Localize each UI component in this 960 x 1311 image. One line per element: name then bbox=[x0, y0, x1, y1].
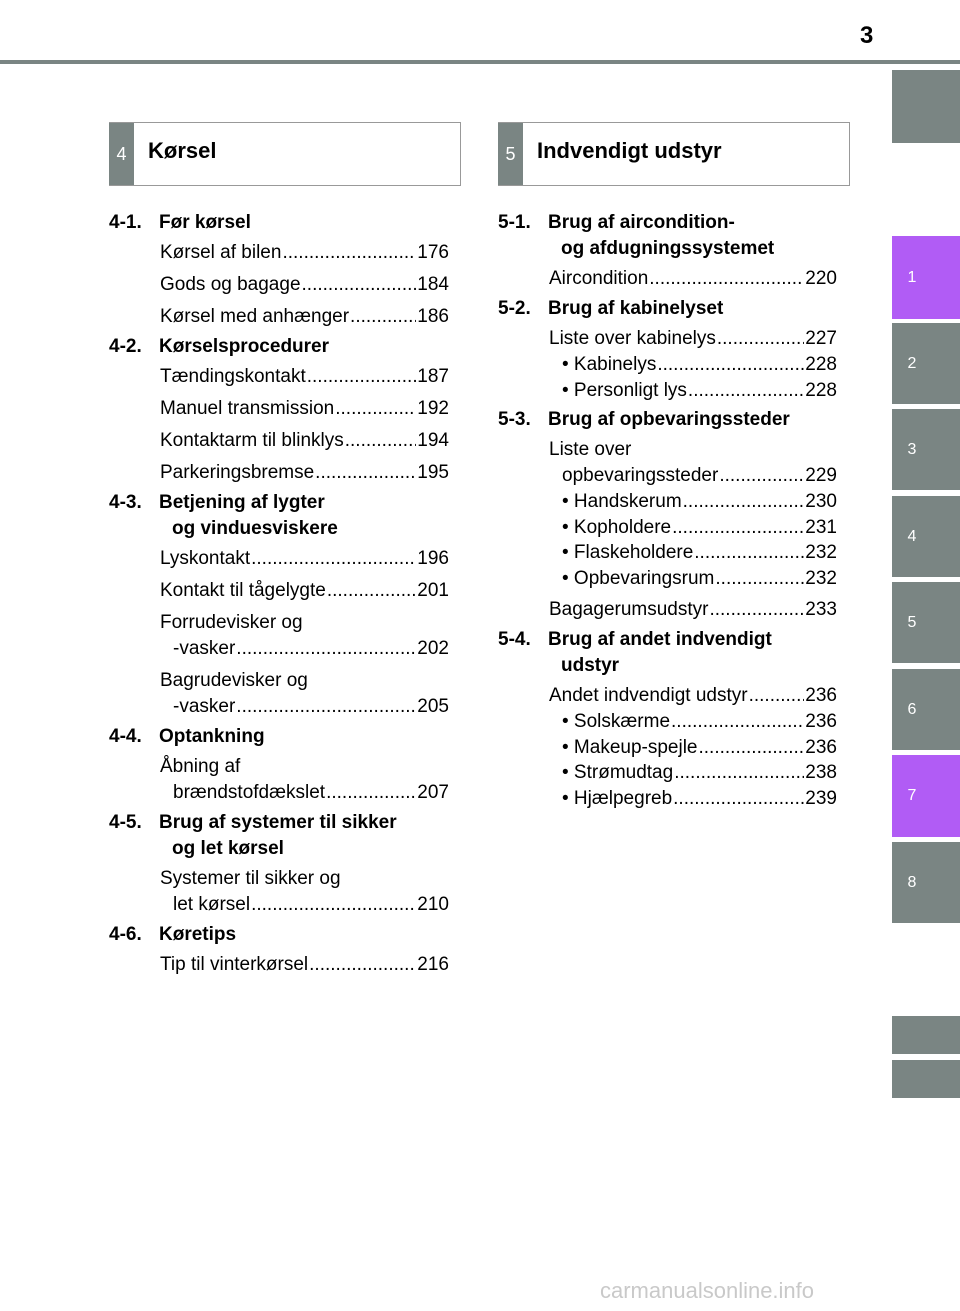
toc-group bbox=[109, 210, 449, 330]
toc-entry[interactable] bbox=[160, 610, 449, 662]
toc-group-title bbox=[159, 334, 449, 360]
toc-group-heading[interactable] bbox=[109, 490, 449, 542]
toc-page-number: 176 bbox=[417, 242, 449, 263]
toc-entry[interactable] bbox=[160, 240, 449, 266]
toc-subentry[interactable] bbox=[549, 760, 837, 786]
dot-leader bbox=[350, 304, 416, 330]
toc-group bbox=[109, 724, 449, 806]
toc-page-number: 229 bbox=[805, 465, 837, 486]
dot-leader bbox=[335, 396, 416, 422]
toc-entry-text: • Strømudtag bbox=[562, 762, 674, 783]
toc-page-number: 233 bbox=[805, 599, 837, 620]
toc-page-number: 236 bbox=[805, 711, 837, 732]
toc-entry[interactable] bbox=[160, 396, 449, 422]
toc-page-number: 202 bbox=[417, 638, 449, 659]
dot-leader bbox=[671, 709, 804, 735]
toc-entry-text: let kørsel bbox=[173, 894, 251, 915]
toc-entry-text: Tip til vinterkørsel bbox=[160, 954, 309, 975]
toc-entry[interactable] bbox=[160, 272, 449, 298]
toc-entry-text: • Handskerum bbox=[562, 491, 682, 512]
toc-page-number: 236 bbox=[805, 685, 837, 706]
dot-leader bbox=[307, 364, 417, 390]
toc-entry-line1: Liste over bbox=[549, 439, 632, 460]
toc-entry[interactable] bbox=[549, 326, 837, 352]
section-title: Kørsel bbox=[148, 138, 217, 163]
toc-page-number: 228 bbox=[805, 354, 837, 375]
toc-entry-text: Gods og bagage bbox=[160, 274, 301, 295]
dot-leader bbox=[326, 780, 416, 806]
toc-page-number: 220 bbox=[805, 268, 837, 289]
dot-leader bbox=[699, 735, 805, 761]
toc-group-heading[interactable] bbox=[498, 627, 837, 679]
toc-entry-text: • Makeup-spejle bbox=[562, 736, 698, 758]
dot-leader bbox=[649, 266, 804, 292]
dot-leader bbox=[717, 326, 804, 352]
toc-page-number: 186 bbox=[417, 306, 449, 327]
toc-entry-text: brændstofdækslet bbox=[173, 782, 326, 803]
side-tab-label: 1 bbox=[907, 268, 917, 286]
dot-leader bbox=[683, 489, 805, 515]
toc-group-heading[interactable] bbox=[109, 334, 449, 360]
toc-group-title bbox=[159, 724, 449, 750]
toc-group-title bbox=[548, 407, 837, 433]
side-tab[interactable] bbox=[892, 496, 960, 577]
toc-entry-text: • Solskærme bbox=[562, 711, 671, 732]
toc-subentry[interactable] bbox=[549, 540, 837, 566]
section-title: Indvendigt udstyr bbox=[537, 138, 722, 163]
dot-leader bbox=[282, 240, 416, 266]
toc-entry-text: Parkeringsbremse bbox=[160, 462, 315, 483]
toc-subentry[interactable] bbox=[549, 735, 837, 761]
toc-group-title-line1: Kørselsprocedurer bbox=[159, 336, 330, 357]
toc-entry[interactable] bbox=[549, 683, 837, 709]
toc-entry-text: • Kabinelys bbox=[562, 354, 657, 375]
dot-leader bbox=[657, 352, 804, 378]
toc-group bbox=[498, 407, 837, 623]
toc-entry-text: Kontaktarm til blinklys bbox=[160, 430, 344, 451]
dot-leader bbox=[674, 760, 804, 786]
toc-page-number: 210 bbox=[417, 894, 449, 915]
toc-group-title bbox=[159, 490, 449, 542]
toc-page-number: 192 bbox=[417, 398, 449, 419]
toc-entry[interactable] bbox=[160, 304, 449, 330]
toc-group bbox=[109, 810, 449, 918]
toc-entry-text: opbevaringssteder bbox=[562, 465, 719, 486]
toc-group-title-line1: Brug af systemer til sikker bbox=[159, 812, 397, 833]
watermark: carmanualsonline.info bbox=[600, 1278, 815, 1303]
toc-group-number: 4-5. bbox=[109, 812, 142, 833]
toc-group-title bbox=[159, 810, 449, 862]
toc-entry[interactable] bbox=[160, 546, 449, 572]
dot-leader bbox=[673, 786, 804, 812]
side-tab-label: 2 bbox=[907, 354, 917, 372]
page-number: 3 bbox=[860, 22, 874, 49]
toc-column-right bbox=[498, 206, 837, 811]
toc-entry[interactable] bbox=[160, 952, 449, 978]
toc-group-title-line1: Betjening af lygter bbox=[159, 492, 325, 513]
toc-entry[interactable] bbox=[549, 597, 837, 623]
toc-page-number: 239 bbox=[805, 787, 837, 809]
toc-group-title-line2: udstyr bbox=[561, 655, 620, 676]
toc-group-heading[interactable] bbox=[498, 296, 837, 322]
dot-leader bbox=[672, 515, 804, 541]
dot-leader bbox=[327, 578, 416, 604]
section-number: 5 bbox=[498, 123, 523, 185]
dot-leader bbox=[345, 428, 417, 454]
toc-entry[interactable] bbox=[160, 754, 449, 806]
toc-group-title bbox=[159, 922, 449, 948]
toc-page-number: 238 bbox=[805, 762, 837, 783]
toc-group-heading[interactable] bbox=[498, 210, 837, 262]
toc-group-number: 5-3. bbox=[498, 409, 531, 430]
toc-page-number: 184 bbox=[417, 274, 449, 295]
toc-group-number: 4-6. bbox=[109, 924, 142, 945]
toc-entry-text: • Hjælpegreb bbox=[562, 787, 673, 809]
side-tab[interactable] bbox=[892, 409, 960, 490]
toc-subentry[interactable] bbox=[549, 515, 837, 541]
toc-group bbox=[109, 922, 449, 978]
toc-subentry[interactable] bbox=[549, 489, 837, 515]
toc-group-heading[interactable] bbox=[109, 810, 449, 862]
toc-entry-line1: Åbning af bbox=[160, 756, 241, 777]
toc-entry[interactable] bbox=[549, 266, 837, 292]
side-tab[interactable] bbox=[892, 842, 960, 923]
toc-group-number: 4-2. bbox=[109, 336, 142, 357]
toc-subentry[interactable] bbox=[549, 378, 837, 404]
toc-group-title bbox=[548, 627, 837, 679]
side-tab-label: 7 bbox=[907, 787, 917, 804]
toc-page-number: 195 bbox=[417, 462, 449, 483]
toc-subentry[interactable] bbox=[549, 786, 837, 812]
toc-entry-text: Kørsel af bilen bbox=[160, 242, 282, 263]
toc-group-title-line2: og afdugningssystemet bbox=[561, 238, 775, 259]
dot-leader bbox=[302, 272, 417, 298]
toc-page-number: 216 bbox=[417, 954, 449, 975]
toc-entry-text: Manuel transmission bbox=[160, 398, 335, 419]
toc-group bbox=[109, 334, 449, 486]
toc-page-number: 207 bbox=[417, 782, 449, 803]
toc-group-title bbox=[548, 296, 837, 322]
side-tab[interactable] bbox=[892, 70, 960, 143]
dot-leader bbox=[251, 546, 416, 572]
toc-page-number: 230 bbox=[805, 491, 837, 512]
toc-page-number: 232 bbox=[805, 567, 837, 589]
toc-page-number: 231 bbox=[805, 516, 837, 538]
toc-column-left bbox=[109, 206, 449, 978]
toc-entry[interactable] bbox=[160, 578, 449, 604]
section-number: 4 bbox=[109, 123, 134, 185]
toc-entry-text: • Flaskeholdere bbox=[562, 542, 694, 563]
toc-entry[interactable] bbox=[160, 364, 449, 390]
toc-entry-text: Aircondition bbox=[549, 268, 649, 289]
toc-group-title-line2: og vinduesviskere bbox=[172, 518, 338, 539]
toc-entry-text: Kontakt til tågelygte bbox=[160, 580, 326, 601]
toc-entry-text: • Kopholdere bbox=[562, 516, 672, 538]
dot-leader bbox=[709, 597, 804, 623]
toc-page-number: 232 bbox=[805, 542, 837, 563]
toc-group-title-line1: Brug af aircondition- bbox=[548, 212, 735, 233]
toc-entry-line1: Forrudevisker og bbox=[160, 612, 303, 633]
toc-group-number: 4-4. bbox=[109, 726, 142, 747]
dot-leader bbox=[694, 540, 804, 566]
toc-entry[interactable] bbox=[160, 866, 449, 918]
toc-page-number: 228 bbox=[805, 379, 837, 401]
toc-entry-text: Liste over kabinelys bbox=[549, 328, 716, 349]
toc-entry-text: Tændingskontakt bbox=[160, 366, 306, 387]
toc-group-heading[interactable] bbox=[109, 210, 449, 236]
side-tab[interactable] bbox=[892, 323, 960, 404]
toc-group bbox=[498, 296, 837, 403]
toc-page-number: 187 bbox=[417, 366, 449, 387]
toc-group-heading[interactable] bbox=[109, 922, 449, 948]
side-tab-label: 5 bbox=[907, 613, 917, 631]
toc-entry[interactable] bbox=[160, 428, 449, 454]
toc-group-title-line1: Brug af opbevaringssteder bbox=[548, 409, 790, 430]
dot-leader bbox=[315, 460, 416, 486]
toc-entry-text: • Personligt lys bbox=[562, 379, 687, 401]
dot-leader bbox=[236, 636, 416, 662]
dot-leader bbox=[236, 694, 416, 720]
toc-group-title-line1: Før kørsel bbox=[159, 212, 251, 233]
toc-group-title-line1: Brug af andet indvendigt bbox=[548, 629, 772, 650]
dot-leader bbox=[309, 952, 416, 978]
toc-subentry[interactable] bbox=[549, 566, 837, 592]
toc-entry-text: Lyskontakt bbox=[160, 548, 251, 569]
toc-group bbox=[498, 210, 837, 292]
toc-group-title-line2: og let kørsel bbox=[172, 838, 284, 859]
dot-leader bbox=[251, 892, 416, 918]
toc-entry-text: Andet indvendigt udstyr bbox=[549, 685, 748, 706]
toc-group-heading[interactable] bbox=[498, 407, 837, 433]
toc-group-title bbox=[159, 210, 449, 236]
side-tab-label: 3 bbox=[907, 440, 917, 458]
toc-page-number: 205 bbox=[417, 696, 449, 717]
side-tab-label: 4 bbox=[907, 527, 917, 545]
toc-entry-text: -vasker bbox=[173, 638, 236, 659]
toc-entry-text: -vasker bbox=[173, 696, 236, 717]
side-tab-label: 8 bbox=[907, 873, 917, 891]
toc-entry-line1: Bagrudevisker og bbox=[160, 670, 308, 691]
toc-entry-text: • Opbevaringsrum bbox=[562, 567, 715, 589]
toc-group-title-line1: Køretips bbox=[159, 924, 237, 945]
side-tab[interactable] bbox=[892, 236, 960, 319]
toc-entry-line1: Systemer til sikker og bbox=[160, 868, 341, 889]
dot-leader bbox=[688, 378, 804, 404]
side-tab[interactable] bbox=[892, 582, 960, 663]
side-tab[interactable] bbox=[892, 755, 960, 837]
toc-entry[interactable] bbox=[549, 437, 837, 489]
toc-subentry[interactable] bbox=[549, 709, 837, 735]
toc-group-number: 5-2. bbox=[498, 298, 531, 319]
toc-page-number: 201 bbox=[417, 580, 449, 601]
top-rule bbox=[0, 60, 960, 64]
dot-leader bbox=[715, 566, 804, 592]
toc-entry[interactable] bbox=[160, 668, 449, 720]
toc-entry-text: Kørsel med anhænger bbox=[160, 306, 350, 327]
toc-group-number: 5-4. bbox=[498, 629, 531, 650]
side-tab[interactable] bbox=[892, 669, 960, 750]
toc-group-title-line1: Optankning bbox=[159, 726, 265, 747]
toc-group-heading[interactable] bbox=[109, 724, 449, 750]
side-tab-label: 6 bbox=[907, 700, 917, 718]
toc-page-number: 194 bbox=[417, 430, 449, 451]
section-header-right bbox=[498, 122, 850, 186]
toc-entry-text: Bagagerumsudstyr bbox=[549, 599, 709, 620]
toc-group-number: 5-1. bbox=[498, 212, 531, 233]
toc-subentry[interactable] bbox=[549, 352, 837, 378]
toc-page-number: 236 bbox=[805, 736, 837, 758]
toc-group-number: 4-1. bbox=[109, 212, 142, 233]
side-tab[interactable] bbox=[892, 1016, 960, 1054]
toc-page-number: 227 bbox=[805, 328, 837, 349]
toc-entry[interactable] bbox=[160, 460, 449, 486]
toc-group-title bbox=[548, 210, 837, 262]
side-tab[interactable] bbox=[892, 1060, 960, 1098]
toc-group-title-line1: Brug af kabinelyset bbox=[548, 298, 724, 319]
dot-leader bbox=[749, 683, 805, 709]
dot-leader bbox=[719, 463, 804, 489]
toc-group bbox=[109, 490, 449, 720]
section-header-left bbox=[109, 122, 461, 186]
toc-group-number: 4-3. bbox=[109, 492, 142, 513]
toc-page-number: 196 bbox=[417, 548, 449, 569]
toc-group bbox=[498, 627, 837, 811]
